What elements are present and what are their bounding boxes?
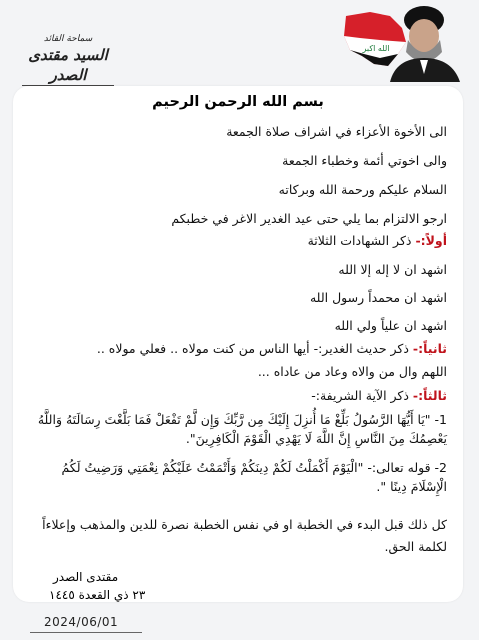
logo-line1: سماحة القائد xyxy=(43,34,93,44)
footer-date: 2024/06/01 xyxy=(44,615,119,629)
letter-line-3: السلام عليكم ورحمة الله وبركاته xyxy=(278,182,447,197)
letter-card xyxy=(13,86,463,602)
third-point xyxy=(311,388,447,403)
map-flag-text: الله اكبر xyxy=(362,44,390,53)
logo-line2: السيد مقتدى الصدر xyxy=(22,45,114,86)
second-continuation: اللهم وال من والاه وعاد من عاداه ... xyxy=(257,364,447,379)
shahada-2: اشهد ان محمداً رسول الله xyxy=(309,290,447,305)
basmala-title: بسم الله الرحمن الرحيم xyxy=(152,94,324,110)
calligraphy-logo xyxy=(22,34,114,84)
letter-line-2: والى اخوتي أئمة وخطباء الجمعة xyxy=(282,153,447,168)
verse-2: 2- قوله تعالى:- "الْيَوْمَ أَكْمَلْتُ لَكُمْ دِينَكُمْ وَأَتْمَمْتُ عَلَيْكُمْ نِعْمَتِي وَرَضِيتُ لَكُمُ الْإِسْلَامَ دِينًا ". xyxy=(61,460,447,494)
header xyxy=(0,0,479,86)
second-text: ذكر حديث الغدير:- أيها الناس من كنت مولاه .. فعلي مولاه .. xyxy=(96,341,413,356)
shahada-3: اشهد ان علياً ولي الله xyxy=(334,318,447,333)
third-label: ثالثاً:- xyxy=(412,388,447,403)
first-text: ذكر الشهادات الثلاثة xyxy=(307,233,416,248)
closing-paragraph: كل ذلك قبل البدء في الخطبة او في نفس الخطبة نصرة للدين والمذهب وإعلاءاً لكلمة الحق. xyxy=(42,517,447,554)
second-label: ثانياً:- xyxy=(412,341,447,356)
shahada-1: اشهد ان لا إله إلا الله xyxy=(338,262,447,277)
portrait-image xyxy=(376,2,466,82)
signature-date: ٢٣ ذي القعدة ١٤٤٥ xyxy=(49,588,146,602)
letter-line-4: ارجو الالتزام بما يلي حتى عيد الغدير الاغر في خطبكم xyxy=(171,211,447,226)
first-label: أولاً:- xyxy=(415,233,447,248)
third-text: ذكر الآية الشريفة:- xyxy=(311,388,413,403)
footer-divider xyxy=(30,632,142,633)
second-point xyxy=(97,341,447,356)
first-point xyxy=(308,233,447,248)
signature-name: مقتدى الصدر xyxy=(53,570,119,584)
verse-1: 1- "يَا أَيُّهَا الرَّسُولُ بَلِّغْ مَا أُنزِلَ إِلَيْكَ مِن رَّبِّكَ وَإِن لَّمْ تَفْعَلْ فَمَا بَلَّغْتَ رِسَالَتَهُ وَاللَّهُ يَعْصِمُكَ مِنَ النَّاسِ إِنَّ اللَّهَ لَا يَهْدِي الْقَوْمَ الْكَافِرِينَ". xyxy=(37,412,447,446)
letter-line-1: الى الأخوة الأعزاء في اشراف صلاة الجمعة xyxy=(226,124,447,139)
